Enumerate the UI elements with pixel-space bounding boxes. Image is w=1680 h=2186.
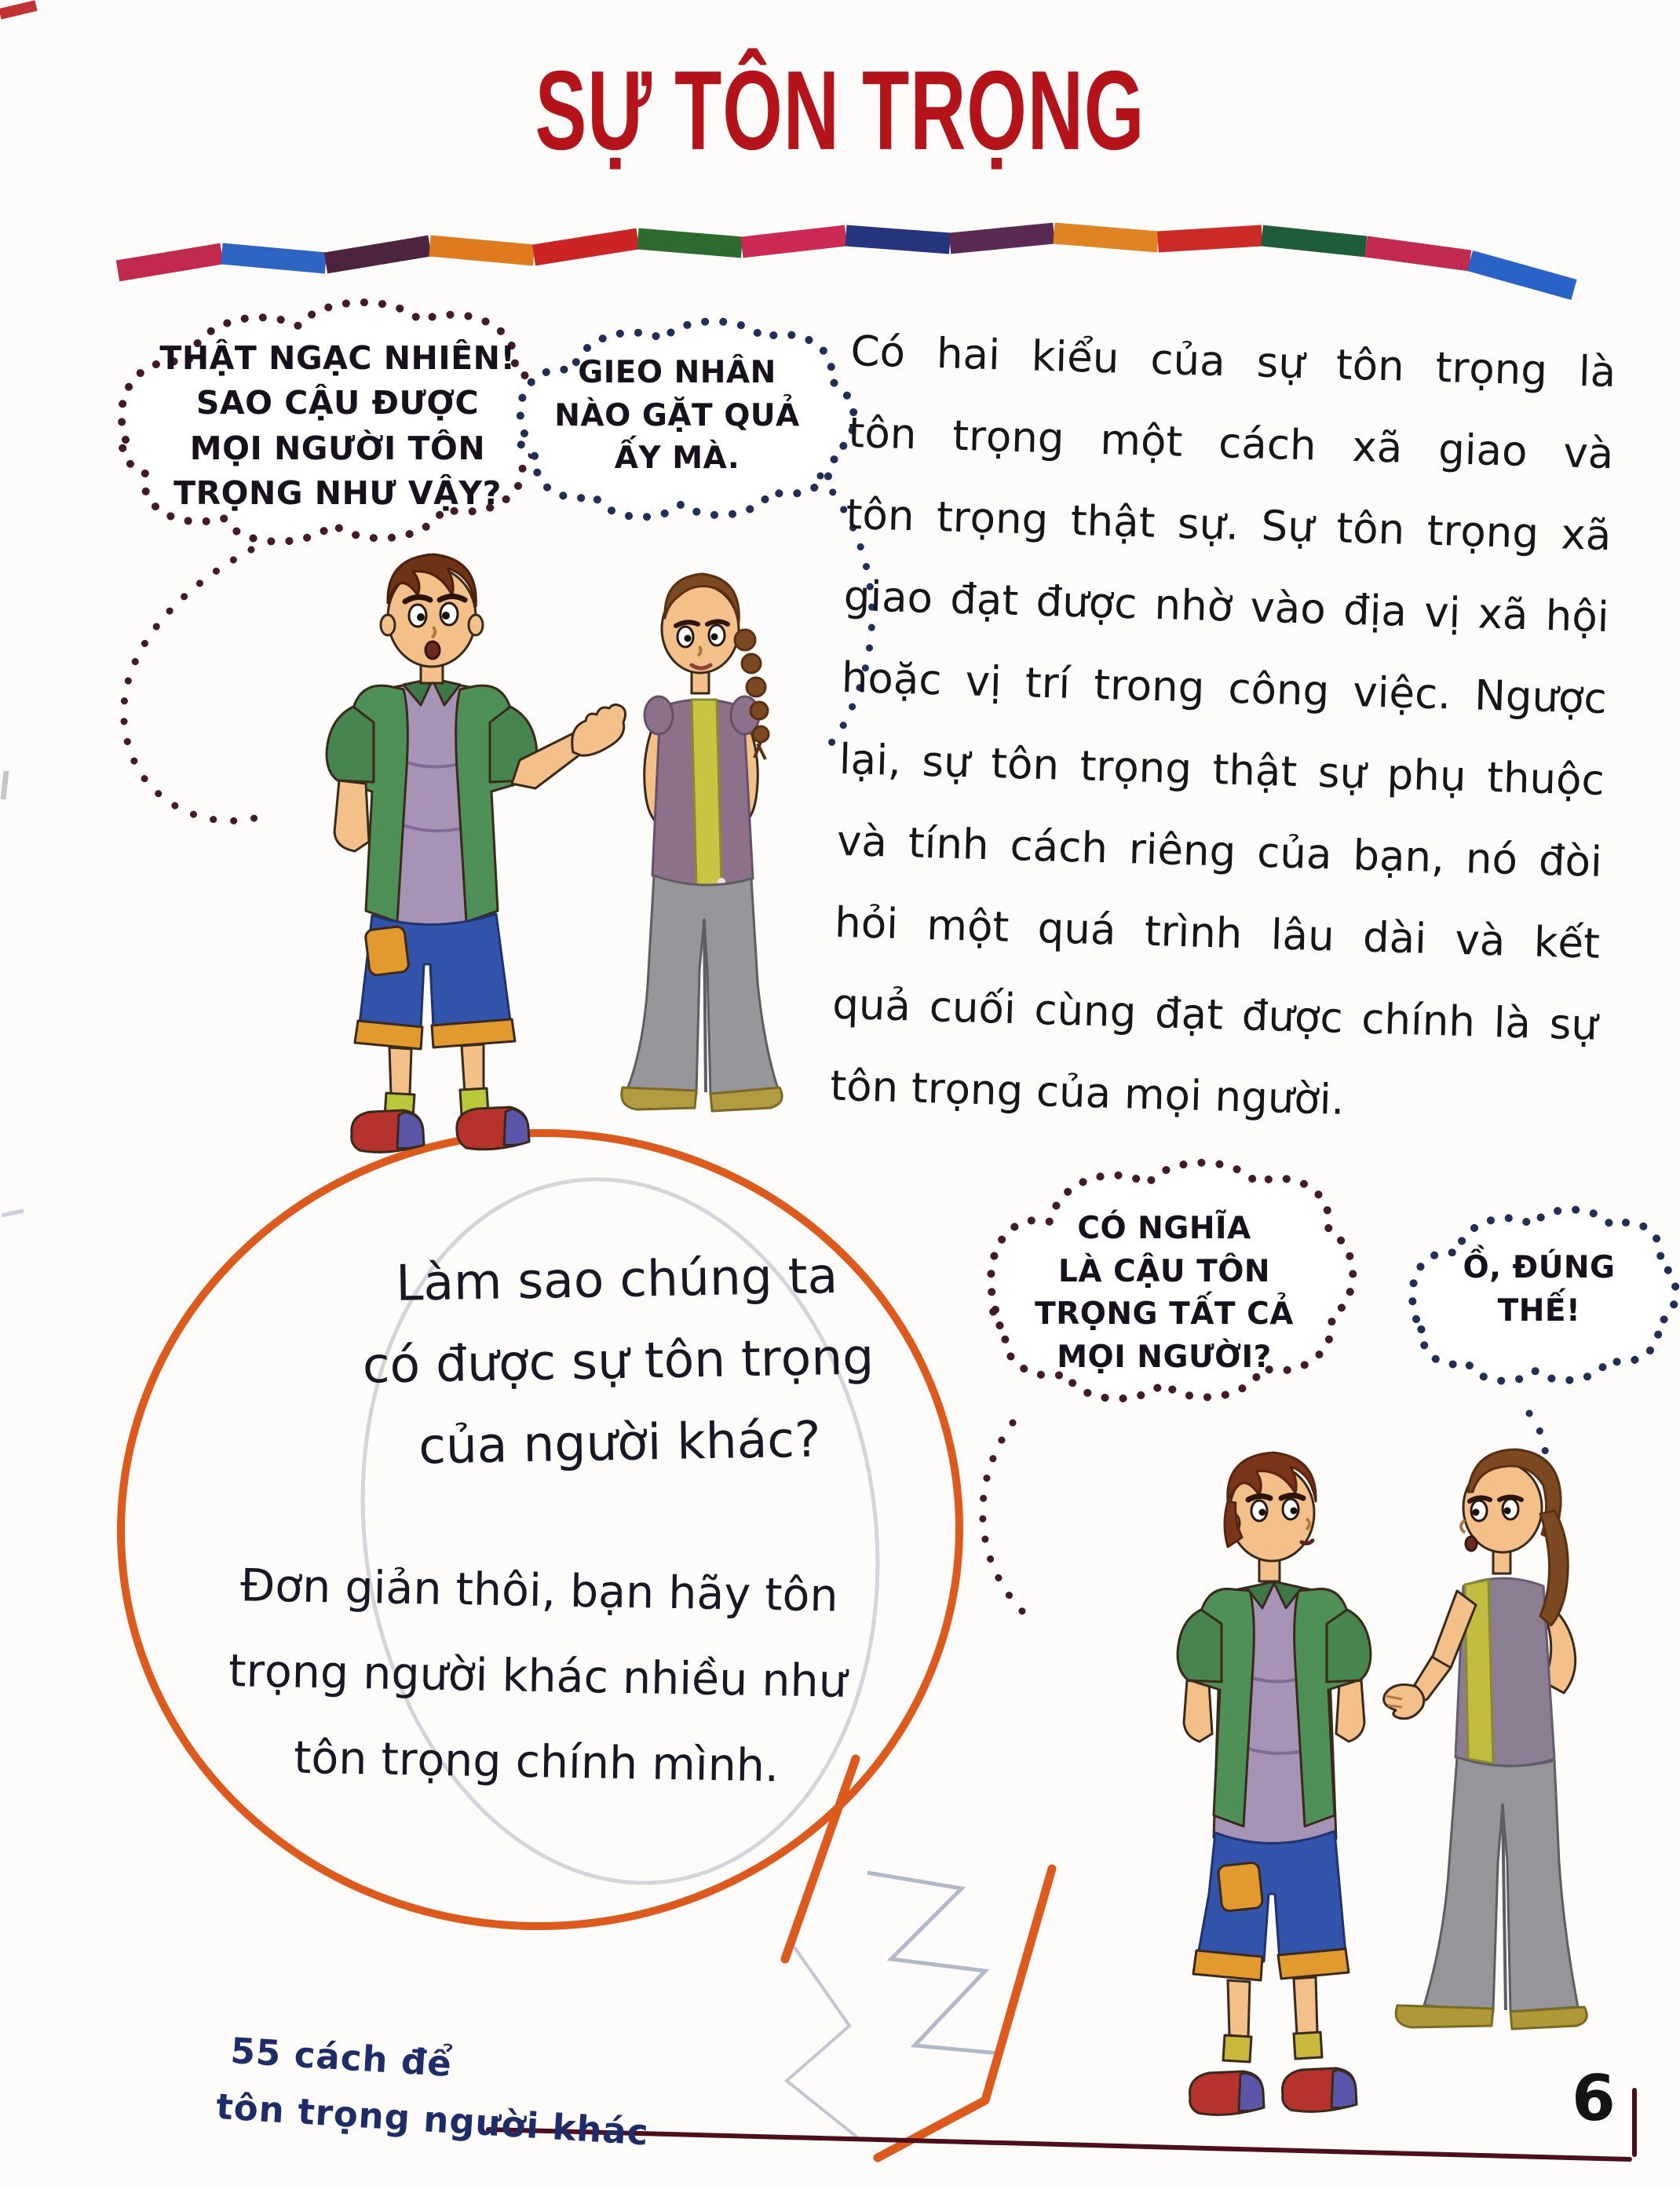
bubble-line: THẾ! [1497,1292,1581,1329]
bubble-line: Ồ, ĐÚNG [1463,1250,1616,1285]
thought-bubble-agreement [1427,1247,1651,1332]
question-line: của người khác? [418,1410,822,1475]
bubble-line: CÓ NGHĨA [1077,1211,1251,1246]
question-line: Làm sao chúng ta [395,1247,838,1312]
thought-bubble-meaning-question [1003,1208,1325,1379]
paragraph-line: và tính cách riêng của bạn, nó đòi [836,817,1603,886]
bubble-line: ẤY MÀ. [614,440,740,477]
boy-character-bottom [1140,1423,1399,2129]
answer-line: tôn trọng chính mình. [293,1731,780,1793]
paragraph-line: Có hai kiểu của sự tôn trọng là [849,327,1617,397]
answer-text [217,1543,858,1811]
intro-paragraph [829,311,1617,1149]
bubble-line: GIEO NHÂN [578,355,776,390]
question-text [331,1234,904,1490]
paragraph-line: giao đạt được nhờ vào địa vị xã hội [842,572,1610,642]
boy-character-top [236,525,628,1161]
bubble-line: MỌI NGƯỜI TÔN [189,429,486,467]
paragraph-line: tôn trọng một cách xã giao và [847,408,1615,479]
paragraph-line: lại, sự tôn trọng thật sự phụ thuộc [838,735,1605,805]
scan-mark [2,1211,24,1215]
paragraph-line: hoặc vị trí trong công việc. Ngược [841,653,1608,724]
bubble-line: LÀ CẬU TÔN [1057,1253,1271,1289]
scan-mark [0,5,36,14]
paragraph-line: tôn trọng của mọi người. [829,1062,1346,1124]
bubble-line: MỌI NGƯỜI? [1057,1339,1272,1375]
paragraph-line: quả cuối cùng đạt được chính là sự [831,980,1598,1050]
footer-line: tôn trọng người khác [214,2085,651,2154]
bubble-line: TRỌNG TẤT CẢ [1035,1296,1294,1332]
question-line: có được sự tôn trọng [362,1328,875,1395]
paragraph-line: tôn trọng thật sự. Sự tôn trọng xã [845,490,1612,561]
thought-bubble-boy-question [141,336,534,517]
page-number: 6 [1572,2062,1616,2135]
bubble-line: TRỌNG NHƯ VẬY? [173,474,502,513]
page-title: SỰ TÔN TRỌNG [535,47,1145,174]
bubble-line: NÀO GẶT QUẢ [554,397,800,433]
thought-bubble-girl-reply [534,352,820,481]
footer-line: 55 cách để [229,2029,454,2085]
ribbon-divider [118,233,1574,290]
footer-rule [488,2090,1634,2159]
bubble-line: THẬT NGẠC NHIÊN! [159,339,516,377]
girl-character-top [577,546,844,1142]
bubble-line: SAO CẬU ĐƯỢC [195,384,480,422]
paragraph-line: hỏi một quá trình lâu dài và kết [834,898,1601,968]
answer-line: Đơn giản thôi, bạn hãy tôn [239,1559,839,1622]
answer-line: trọng người khác nhiều như [228,1645,848,1708]
girl-character-bottom [1375,1423,1646,2082]
scan-mark [3,771,6,799]
